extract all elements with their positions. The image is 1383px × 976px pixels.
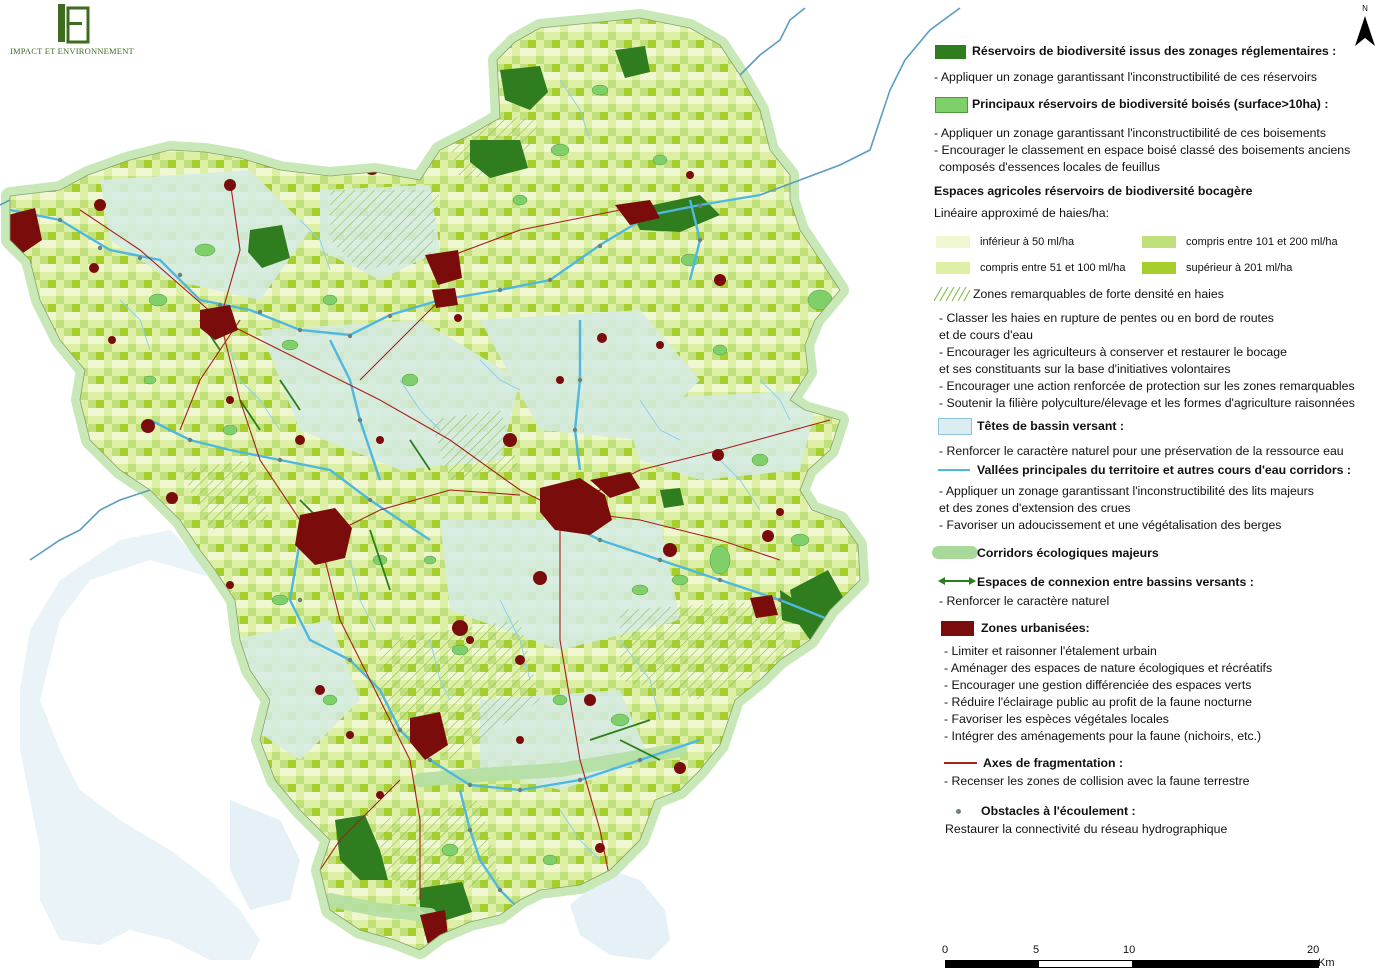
legend-watershed-1: - Renforcer le caractère naturel pour une préservation de la ressource eau	[939, 444, 1344, 458]
map-legend	[930, 36, 1382, 866]
legend-hedge-3: compris entre 101 et 200 ml/ha	[1186, 236, 1338, 248]
legend-agri-1: - Classer les haies en rupture de pentes ou en bord de routes	[939, 311, 1274, 325]
legend-urban-5: - Favoriser les espèces végétales locales	[944, 712, 1169, 726]
swatch-corridors	[932, 546, 978, 559]
swatch-hedge-1	[936, 236, 970, 248]
swatch-fragmentation	[944, 762, 977, 764]
legend-rivers-title: Vallées principales du territoire et autres cours d'eau corridors :	[977, 463, 1352, 477]
legend-wooded-1: - Appliquer un zonage garantissant l'inconstructibilité de ces boisements	[934, 126, 1326, 140]
legend-corridors-title: Corridors écologiques majeurs	[977, 546, 1159, 560]
swatch-urban	[941, 621, 974, 636]
swatch-hedge-2	[936, 262, 970, 274]
scale-tick-20: 20	[1307, 944, 1320, 956]
legend-agri-4: et ses constituants sur la base d'initiatives volontaires	[939, 362, 1231, 376]
legend-urban-6: - Intégrer des aménagements pour la faune (nichoirs, etc.)	[944, 729, 1262, 743]
legend-agri-sub: Linéaire approximé de haies/ha:	[934, 206, 1110, 220]
scale-unit: Km	[1318, 957, 1335, 969]
legend-rivers-1: - Appliquer un zonage garantissant l'inconstructibilité des lits majeurs	[939, 484, 1314, 498]
swatch-hedge-4	[1142, 262, 1176, 274]
legend-connection-title: Espaces de connexion entre bassins versants :	[977, 575, 1254, 589]
legend-agri-5: - Encourager une action renforcée de protection sur les zones remarquables	[939, 379, 1355, 393]
legend-wooded-2: - Encourager le classement en espace boisé classé des boisements anciens	[934, 143, 1351, 157]
legend-hedge-1: inférieur à 50 ml/ha	[980, 236, 1075, 248]
scale-bar-frame	[945, 960, 1319, 968]
scale-tick-5: 5	[1033, 944, 1040, 956]
swatch-connection-icon	[938, 576, 976, 586]
legend-rivers-2: et des zones d'extension des crues	[939, 501, 1131, 515]
scale-bar	[940, 944, 1340, 974]
legend-urban-2: - Aménager des espaces de nature écologiques et récréatifs	[944, 661, 1273, 675]
north-label: N	[1362, 4, 1368, 13]
swatch-wooded-reservoir	[935, 97, 968, 113]
legend-urban-3: - Encourager une gestion différenciée des espaces verts	[944, 678, 1252, 692]
company-logo	[8, 2, 138, 62]
legend-agri-6: - Soutenir la filière polyculture/élevage et les formes d'agriculture raisonnées	[939, 396, 1355, 410]
legend-obstacle-1: Restaurer la connectivité du réseau hydrographique	[945, 822, 1228, 836]
scale-tick-10: 10	[1123, 944, 1136, 956]
swatch-rivers	[938, 469, 970, 471]
legend-hedge-4: supérieur à 201 ml/ha	[1186, 262, 1293, 274]
swatch-remarkable-zones	[934, 287, 970, 301]
legend-connection-1: - Renforcer le caractère naturel	[939, 594, 1110, 608]
logo-mark-icon	[56, 2, 90, 46]
legend-fragmentation-title: Axes de fragmentation :	[983, 756, 1124, 770]
legend-agri-2: et de cours d'eau	[939, 328, 1033, 342]
legend-urban-4: - Réduire l'éclairage public au profit de la faune nocturne	[944, 695, 1252, 709]
legend-wooded-title: Principaux réservoirs de biodiversité boisés (surface>10ha) :	[972, 97, 1329, 111]
logo-text: IMPACT ET ENVIRONNEMENT	[10, 46, 134, 56]
legend-agri-3: - Encourager les agriculteurs à conserver et restaurer le bocage	[939, 345, 1287, 359]
legend-wooded-3: composés d'essences locales de feuillus	[939, 160, 1161, 174]
legend-urban-1: - Limiter et raisonner l'étalement urbain	[944, 644, 1157, 658]
scale-tick-0: 0	[942, 944, 949, 956]
legend-regulatory-title: Réservoirs de biodiversité issus des zonages réglementaires :	[972, 44, 1337, 58]
legend-watershed-title: Têtes de bassin versant :	[977, 419, 1124, 433]
swatch-hedge-3	[1142, 236, 1176, 248]
legend-obstacle-title: Obstacles à l'écoulement :	[981, 804, 1136, 818]
legend-hedge-2: compris entre 51 et 100 ml/ha	[980, 262, 1126, 274]
legend-rivers-3: - Favoriser un adoucissement et une végétalisation des berges	[939, 518, 1282, 532]
swatch-watershed-heads	[938, 418, 972, 435]
legend-regulatory-1: - Appliquer un zonage garantissant l'inconstructibilité de ces réservoirs	[934, 70, 1318, 84]
swatch-regulatory-reservoir	[935, 45, 966, 59]
legend-agri-title: Espaces agricoles réservoirs de biodiversité bocagère	[934, 184, 1253, 198]
swatch-obstacle	[956, 809, 961, 814]
legend-fragmentation-1: - Recenser les zones de collision avec la faune terrestre	[944, 774, 1250, 788]
legend-remarkable-zones: Zones remarquables de forte densité en haies	[973, 287, 1224, 301]
legend-urban-title: Zones urbanisées:	[981, 621, 1090, 635]
